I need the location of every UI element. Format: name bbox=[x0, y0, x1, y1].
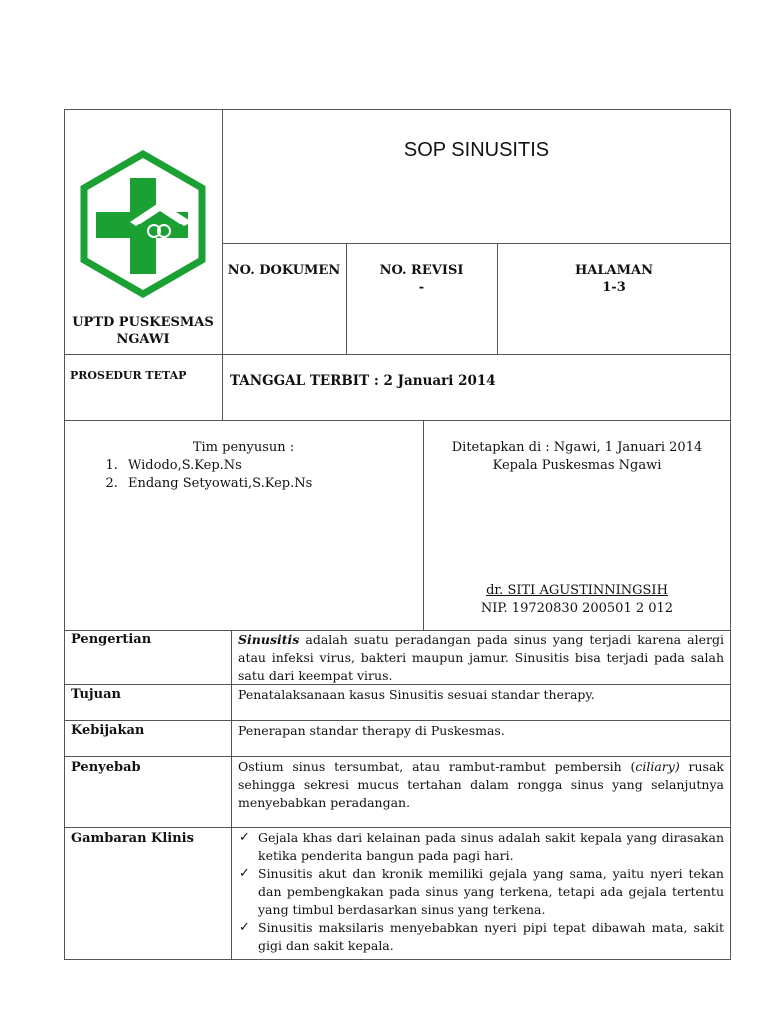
checkmark-icon: ✓ bbox=[239, 920, 250, 935]
halaman-label: HALAMAN bbox=[575, 263, 653, 278]
approval-block bbox=[423, 439, 731, 475]
info-divider-1 bbox=[346, 243, 347, 354]
list-item bbox=[236, 865, 724, 919]
halaman-value: 1-3 bbox=[602, 280, 626, 295]
no-dokumen-label: NO. DOKUMEN bbox=[227, 263, 341, 278]
row-line-kebijakan bbox=[64, 720, 731, 721]
signer-nip: NIP. 19720830 200501 2 012 bbox=[480, 601, 674, 616]
approval-line1: Ditetapkan di : Ngawi, 1 Januari 2014 bbox=[451, 440, 703, 455]
penyebab-body-2: rusak sehingga sekresi mucus tertahan dalam rongga sinus yang selanjutnya menyebabkan peradangan. bbox=[238, 759, 724, 810]
pengertian-term: Sinusitis bbox=[238, 632, 300, 647]
info-divider-2 bbox=[497, 243, 498, 354]
approval-line2: Kepala Puskesmas Ngawi bbox=[492, 458, 662, 473]
header-bottom-line bbox=[64, 354, 731, 355]
row-line-penyebab bbox=[64, 756, 731, 757]
org-name-line1: UPTD PUSKESMAS bbox=[72, 315, 214, 330]
checkmark-icon: ✓ bbox=[239, 866, 250, 881]
prosedur-bottom-line bbox=[64, 420, 731, 421]
tujuan-text: Penatalaksanaan kasus Sinusitis sesuai standar therapy. bbox=[238, 687, 595, 702]
team-heading: Tim penyusun : bbox=[192, 440, 295, 455]
gambaran-klinis-list bbox=[236, 829, 724, 955]
org-name bbox=[64, 314, 222, 348]
gambaran-klinis-label: Gambaran Klinis bbox=[71, 831, 194, 846]
gambaran-klinis-content bbox=[236, 829, 724, 955]
halaman-block bbox=[497, 262, 731, 296]
penyebab-term: ciliary) bbox=[635, 759, 680, 774]
signature-block bbox=[423, 582, 731, 618]
signer-name-text: SITI AGUSTINNINGSIH bbox=[503, 583, 668, 598]
pengertian-text bbox=[238, 631, 724, 685]
penyebab-text bbox=[238, 758, 724, 812]
pengertian-label: Pengertian bbox=[71, 632, 152, 647]
kebijakan-label: Kebijakan bbox=[71, 723, 145, 738]
list-item bbox=[236, 919, 724, 955]
no-revisi-value: - bbox=[418, 280, 425, 295]
puskesmas-logo-icon bbox=[78, 150, 208, 298]
tanggal-terbit: TANGGAL TERBIT : 2 Januari 2014 bbox=[230, 373, 496, 389]
checkmark-icon: ✓ bbox=[239, 830, 250, 845]
team-block bbox=[64, 439, 423, 493]
row-line-gambaran bbox=[64, 827, 731, 828]
org-name-line2: NGAWI bbox=[116, 332, 170, 347]
kebijakan-text: Penerapan standar therapy di Puskesmas. bbox=[238, 723, 505, 738]
penyebab-label: Penyebab bbox=[71, 760, 141, 775]
list-item-text: Sinusitis akut dan kronik memiliki gejala yang sama, yaitu nyeri tekan dan pembengkakan pada sinus yang terkena, tetapi ada gejala tertentu yang timbul berdasarkan sinus yang terkena. bbox=[258, 866, 724, 917]
page-title: SOP SINUSITIS bbox=[403, 139, 550, 161]
tujuan-label: Tujuan bbox=[71, 687, 121, 702]
signer-name bbox=[423, 582, 731, 600]
prosedur-tetap-label: PROSEDUR TETAP bbox=[70, 369, 187, 382]
team-member: 1. Widodo,S.Kep.Ns bbox=[122, 457, 423, 475]
list-item-text: Sinusitis maksilaris menyebabkan nyeri pipi tepat dibawah mata, sakit gigi dan sakit kepala. bbox=[258, 920, 724, 953]
signer-prefix: dr. bbox=[486, 583, 504, 598]
title-divider bbox=[222, 243, 731, 244]
team-list bbox=[64, 457, 423, 493]
list-item bbox=[236, 829, 724, 865]
list-item-text: Gejala khas dari kelainan pada sinus adalah sakit kepala yang dirasakan ketika penderita bangun pada pagi hari. bbox=[258, 830, 724, 863]
pengertian-body: adalah suatu peradangan pada sinus yang terjadi karena alergi atau infeksi virus, bakteri maupun jamur. Sinusitis bisa terjadi pada salah satu dari keempat virus. bbox=[238, 632, 724, 683]
sections-divider bbox=[231, 630, 232, 960]
penyebab-body-1: Ostium sinus tersumbat, atau rambut-rambut pembersih ( bbox=[238, 759, 636, 774]
no-revisi-label: NO. REVISI bbox=[379, 263, 464, 278]
team-member: 2. Endang Setyowati,S.Kep.Ns bbox=[122, 475, 423, 493]
no-revisi-block bbox=[346, 262, 497, 296]
